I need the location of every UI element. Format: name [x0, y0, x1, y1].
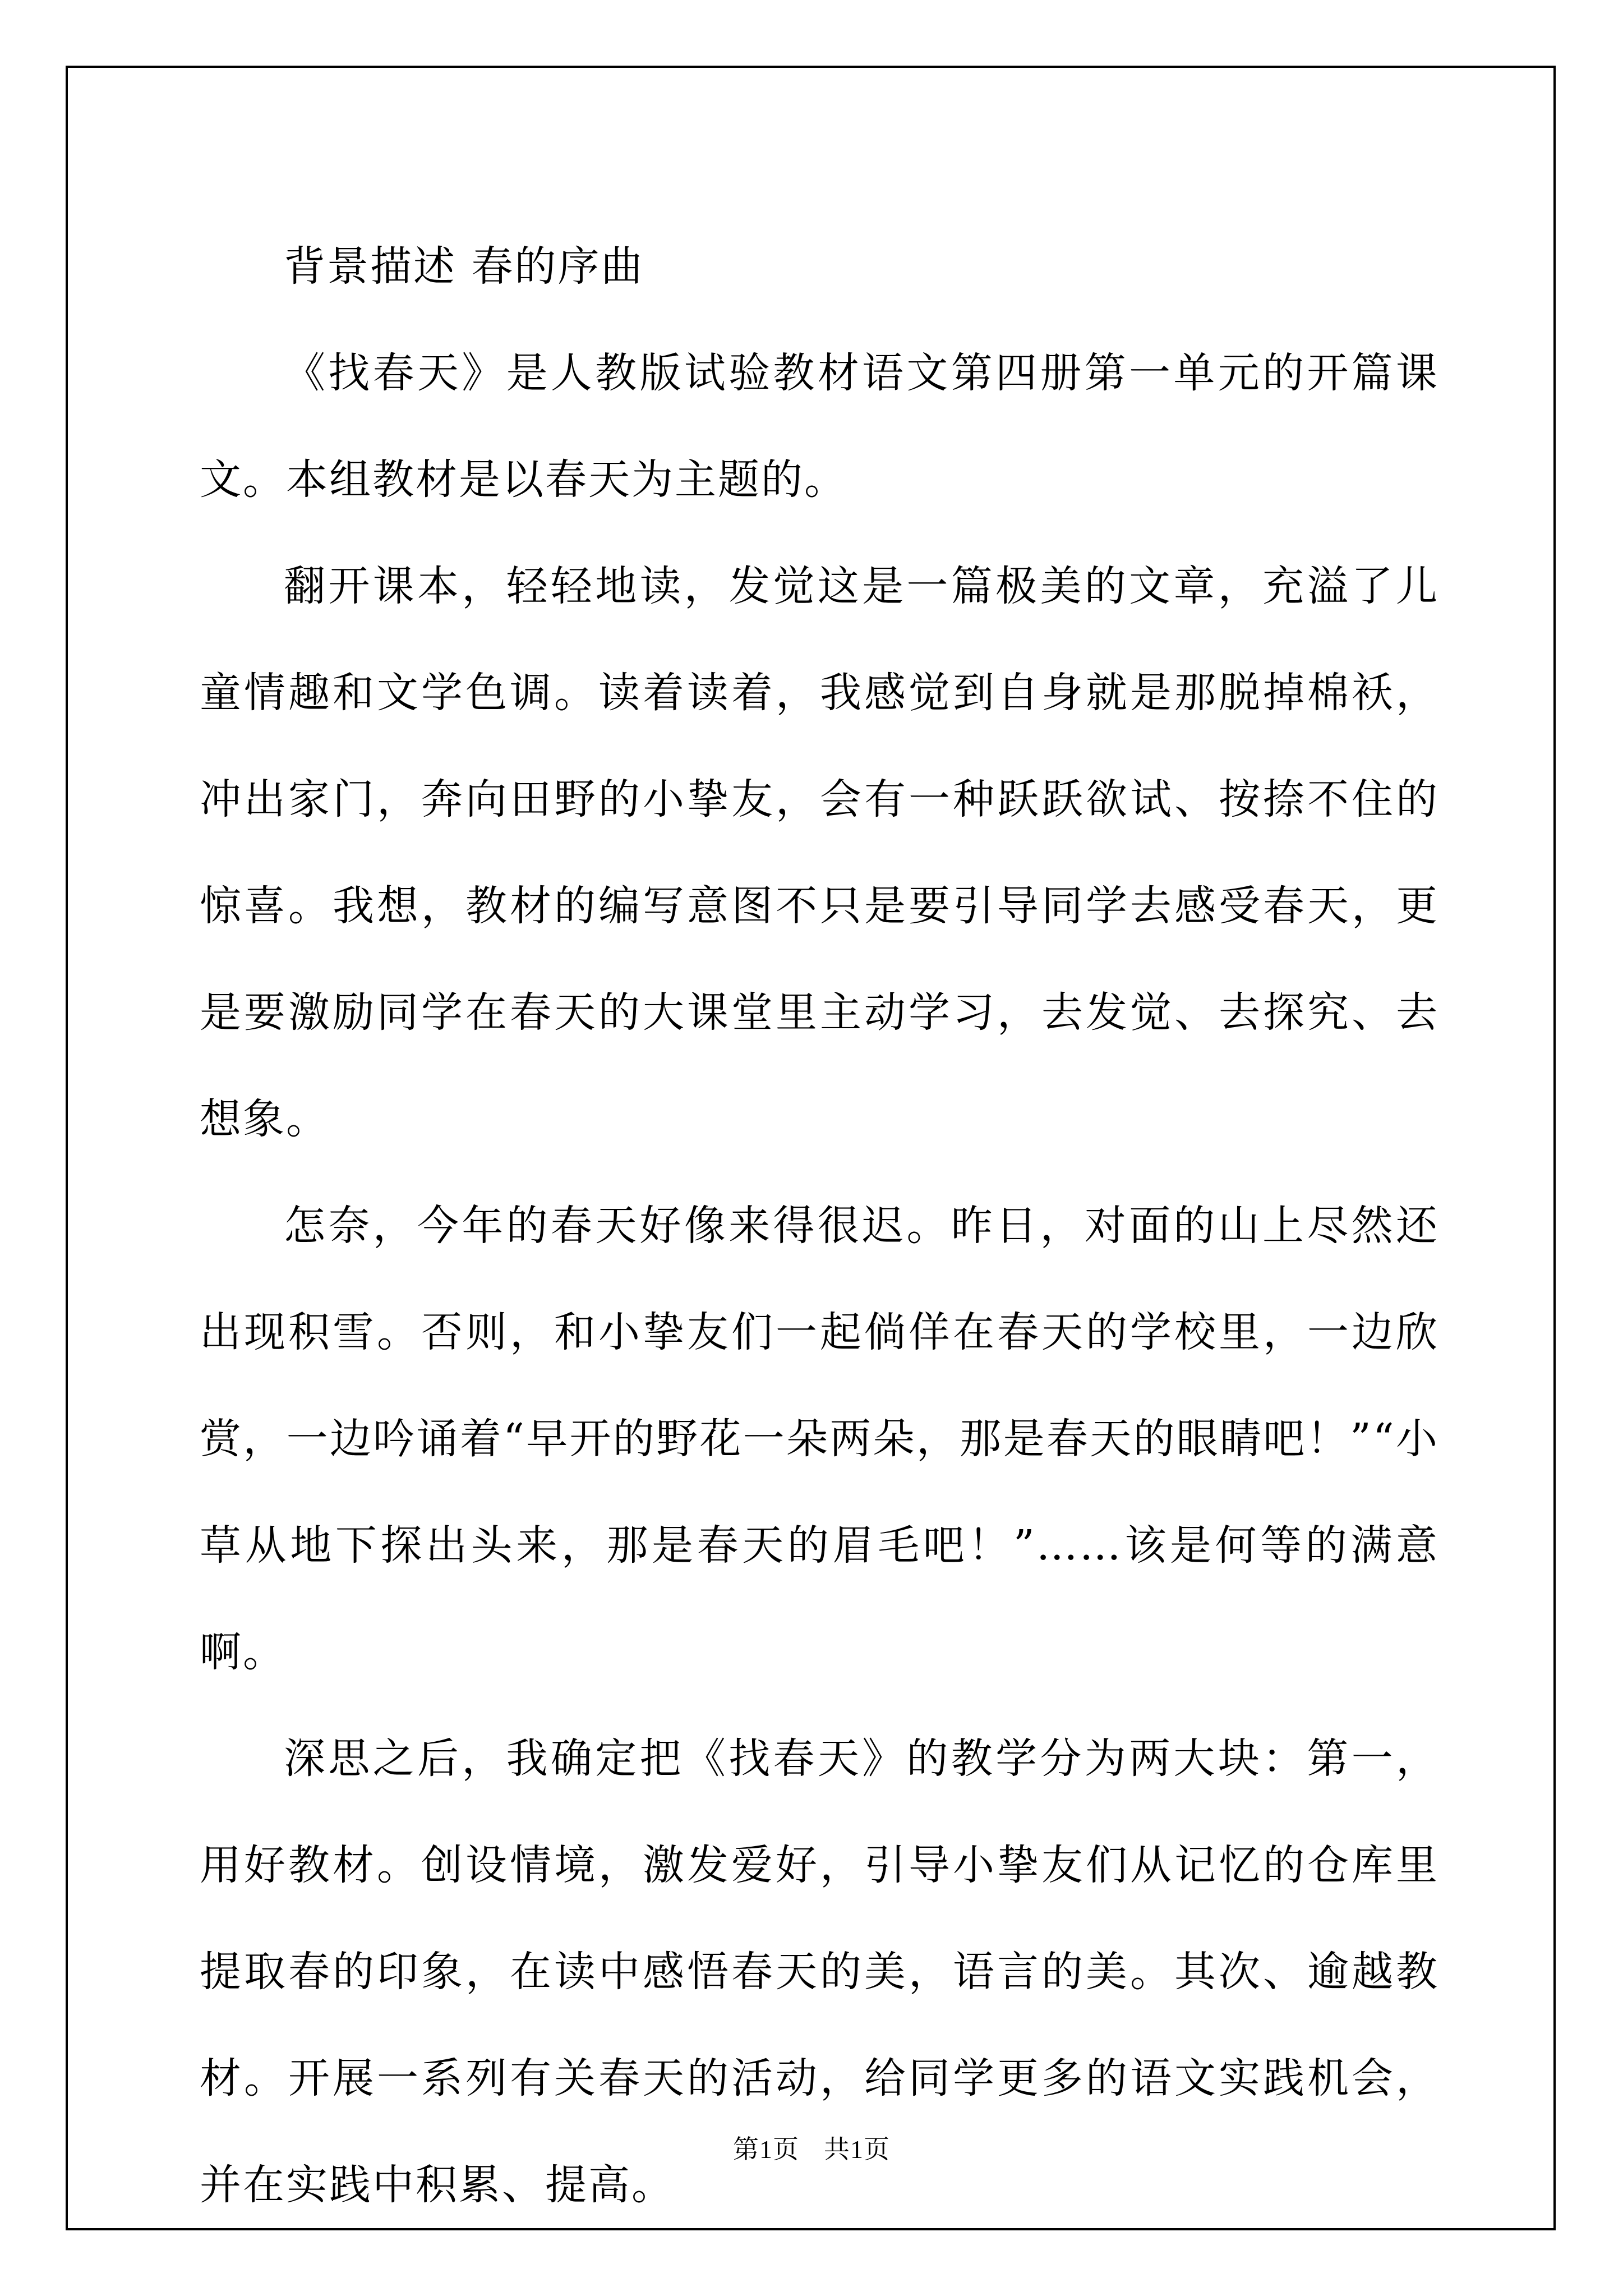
page-footer	[0, 2129, 1623, 2166]
heading-paragraph: 背景描述 春的序曲	[284, 242, 644, 291]
document-body	[200, 213, 1439, 2238]
body-paragraph: 《找春天》是人教版试验教材语文第四册第一单元的开篇课文。本组教材是以春天为主题的。	[200, 349, 1439, 504]
page-number: 第1页	[733, 2135, 799, 2164]
page-total: 共1页	[824, 2135, 890, 2164]
body-paragraph: 怎奈，今年的春天好像来得很迟。昨日，对面的山上尽然还出现积雪。否则，和小挚友们一起倘佯在春天的学校里，一边欣赏，一边吟诵着“早开的野花一朵两朵，那是春天的眼睛吧！”“小草从地下探出头来，那是春天的眉毛吧！”……该是何等的满意啊。	[200, 1202, 1439, 1676]
body-paragraph: 翻开课本，轻轻地读，发觉这是一篇极美的文章，充溢了儿童情趣和文学色调。读着读着，我感觉到自身就是那脱掉棉袄，冲出家门，奔向田野的小挚友，会有一种跃跃欲试、按捺不住的惊喜。我想，教材的编写意图不只是要引导同学去感受春天，更是要激励同学在春天的大课堂里主动学习，去发觉、去探究、去想象。	[200, 562, 1439, 1143]
body-paragraph: 深思之后，我确定把《找春天》的教学分为两大块：第一，用好教材。创设情境，激发爱好，引导小挚友们从记忆的仓库里提取春的印象，在读中感悟春天的美，语言的美。其次、逾越教材。开展一系列有关春天的活动，给同学更多的语文实践机会，并在实践中积累、提高。	[200, 1734, 1439, 2209]
